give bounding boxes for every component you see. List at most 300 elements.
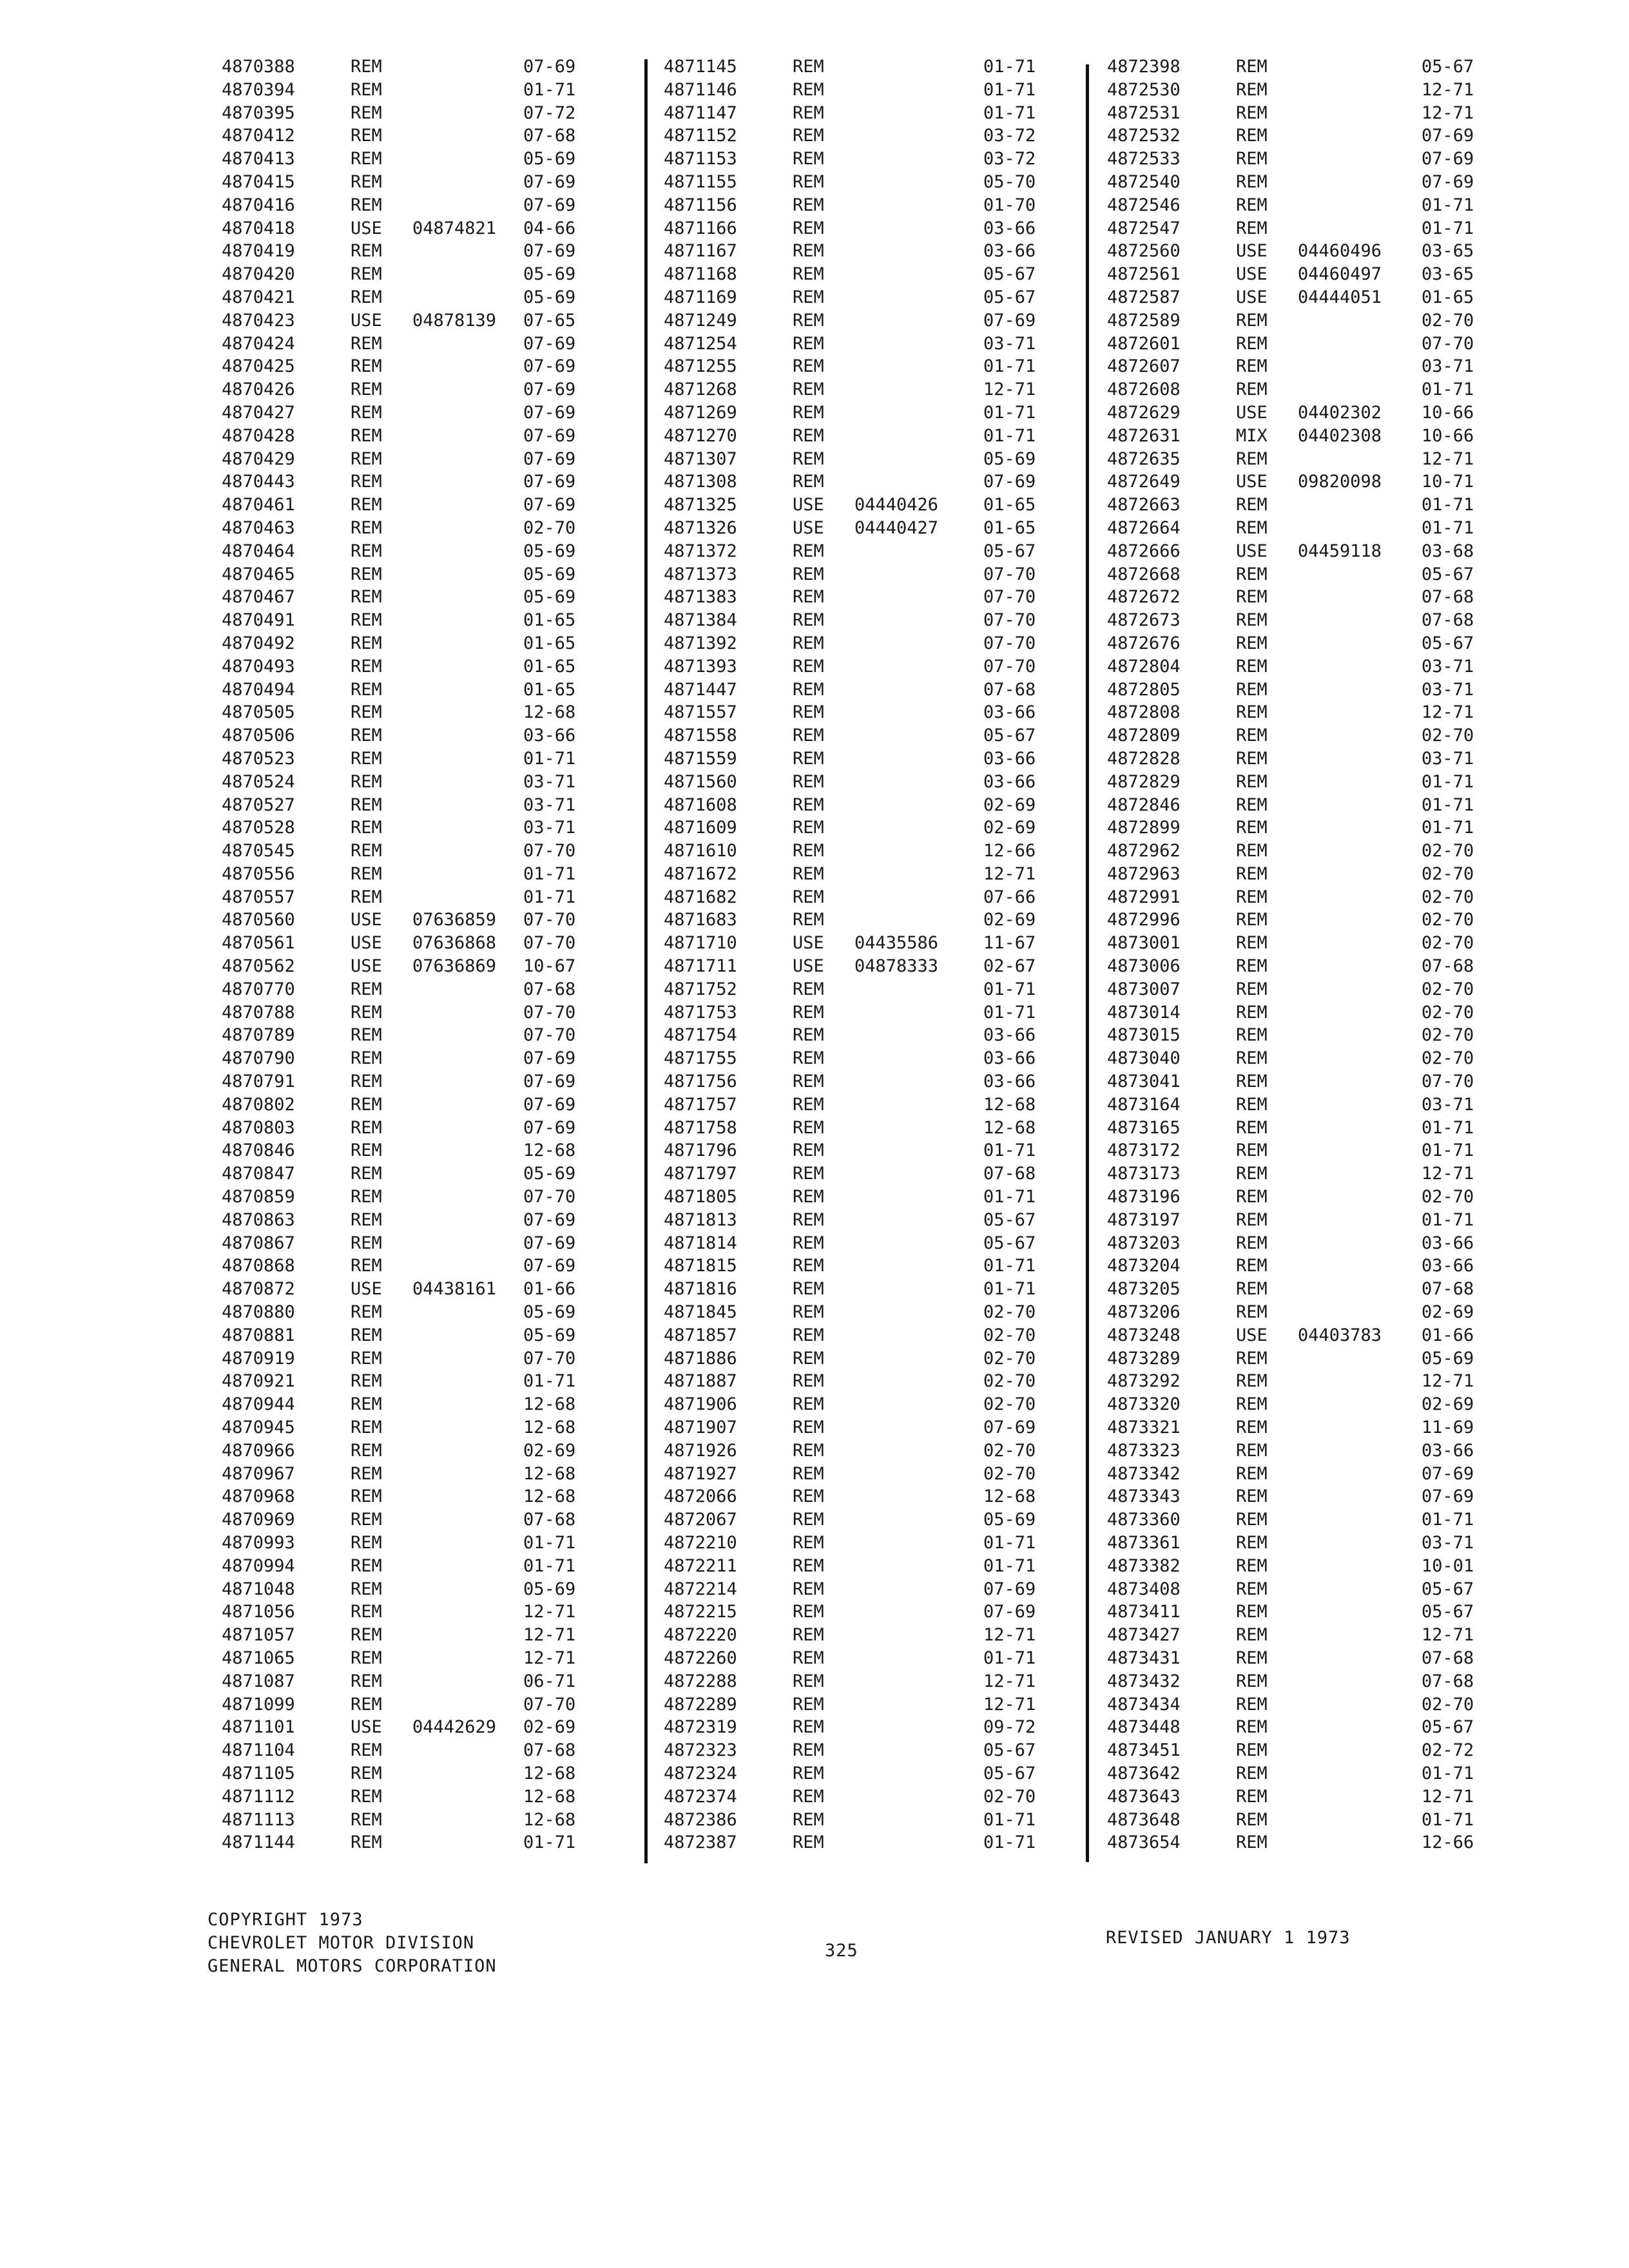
part-number: 4871048: [222, 1579, 295, 1599]
effective-date: 05-69: [983, 448, 1036, 469]
status-code: REM: [351, 726, 382, 746]
part-number: 4872828: [1107, 748, 1181, 769]
status-code: REM: [793, 1648, 824, 1668]
effective-date: 01-71: [983, 1187, 1036, 1207]
effective-date: 01-71: [1422, 1140, 1474, 1161]
effective-date: 01-71: [1422, 1510, 1474, 1530]
part-number: 4871372: [664, 541, 737, 561]
effective-date: 05-67: [983, 1763, 1036, 1783]
part-number: 4873408: [1107, 1579, 1181, 1599]
status-code: REM: [1236, 126, 1268, 146]
replacement-part-number: 09820098: [1298, 472, 1382, 492]
effective-date: 01-71: [983, 1832, 1036, 1853]
part-number: 4871104: [222, 1740, 295, 1761]
effective-date: 01-71: [523, 1555, 576, 1576]
part-number: 4871753: [664, 1002, 737, 1023]
part-number: 4871169: [664, 287, 737, 307]
status-code: REM: [793, 887, 824, 907]
part-number: 4871155: [664, 171, 737, 192]
part-number: 4873248: [1107, 1325, 1181, 1345]
effective-date: 07-70: [983, 564, 1036, 584]
part-number: 4871099: [222, 1694, 295, 1715]
part-number: 4872589: [1107, 310, 1181, 331]
replacement-part-number: 07636869: [412, 956, 497, 977]
part-number: 4871797: [664, 1164, 737, 1184]
effective-date: 03-71: [523, 771, 576, 792]
part-number: 4872323: [664, 1740, 737, 1761]
effective-date: 02-70: [1422, 979, 1474, 999]
effective-date: 12-71: [1422, 102, 1474, 123]
effective-date: 07-69: [983, 472, 1036, 492]
effective-date: 12-71: [1422, 79, 1474, 100]
effective-date: 12-68: [523, 1394, 576, 1415]
effective-date: 07-69: [523, 333, 576, 354]
part-number: 4872288: [664, 1671, 737, 1691]
part-number: 4870561: [222, 933, 295, 954]
effective-date: 02-70: [1422, 1025, 1474, 1046]
part-number: 4872996: [1107, 910, 1181, 930]
status-code: REM: [351, 656, 382, 677]
part-number: 4872991: [1107, 887, 1181, 907]
effective-date: 07-69: [983, 1418, 1036, 1438]
effective-date: 05-69: [523, 1579, 576, 1599]
effective-date: 01-71: [983, 1140, 1036, 1161]
part-number: 4871383: [664, 587, 737, 608]
status-code: REM: [793, 287, 824, 307]
part-number: 4873014: [1107, 1002, 1181, 1023]
part-number: 4870528: [222, 818, 295, 838]
status-code: USE: [1236, 241, 1268, 262]
part-number: 4870867: [222, 1233, 295, 1253]
status-code: REM: [351, 841, 382, 861]
part-number: 4871857: [664, 1325, 737, 1345]
effective-date: 03-71: [1422, 1533, 1474, 1553]
replacement-part-number: 04878333: [854, 956, 939, 977]
effective-date: 07-72: [523, 102, 576, 123]
replacement-part-number: 04402302: [1298, 402, 1382, 423]
effective-date: 02-72: [1422, 1740, 1474, 1761]
copyright-line: COPYRIGHT 1973: [207, 1910, 363, 1930]
status-code: REM: [793, 195, 824, 215]
part-number: 4870423: [222, 310, 295, 331]
part-number: 4873289: [1107, 1348, 1181, 1369]
effective-date: 07-68: [983, 1164, 1036, 1184]
status-code: REM: [351, 979, 382, 999]
status-code: REM: [351, 149, 382, 169]
effective-date: 07-68: [523, 1510, 576, 1530]
effective-date: 03-68: [1422, 541, 1474, 561]
part-number: 4870420: [222, 264, 295, 285]
part-number: 4872846: [1107, 794, 1181, 815]
effective-date: 12-71: [983, 380, 1036, 400]
effective-date: 03-65: [1422, 264, 1474, 285]
status-code: REM: [1236, 195, 1268, 215]
part-number: 4872829: [1107, 771, 1181, 792]
part-number: 4870921: [222, 1371, 295, 1392]
status-code: REM: [351, 1786, 382, 1807]
status-code: REM: [793, 218, 824, 238]
part-number: 4871816: [664, 1279, 737, 1300]
status-code: REM: [351, 472, 382, 492]
part-number: 4873427: [1107, 1625, 1181, 1646]
effective-date: 05-67: [983, 541, 1036, 561]
effective-date: 12-71: [983, 1671, 1036, 1691]
status-code: REM: [351, 1648, 382, 1668]
status-code: REM: [1236, 1763, 1268, 1783]
part-number: 4872804: [1107, 656, 1181, 677]
status-code: REM: [351, 126, 382, 146]
effective-date: 07-68: [523, 126, 576, 146]
corporation-line: GENERAL MOTORS CORPORATION: [207, 1956, 497, 1976]
status-code: USE: [1236, 1325, 1268, 1345]
status-code: REM: [793, 1094, 824, 1115]
part-number: 4872673: [1107, 610, 1181, 631]
status-code: USE: [1236, 402, 1268, 423]
part-number: 4871755: [664, 1048, 737, 1069]
status-code: REM: [793, 1117, 824, 1138]
status-code: REM: [793, 1002, 824, 1023]
effective-date: 03-66: [983, 1025, 1036, 1046]
effective-date: 09-72: [983, 1717, 1036, 1738]
effective-date: 12-68: [983, 1486, 1036, 1507]
part-number: 4871559: [664, 748, 737, 769]
part-number: 4870463: [222, 517, 295, 538]
part-number: 4871326: [664, 517, 737, 538]
status-code: USE: [1236, 287, 1268, 307]
replacement-part-number: 04440426: [854, 495, 939, 515]
part-number: 4873320: [1107, 1394, 1181, 1415]
part-number: 4872805: [1107, 679, 1181, 700]
effective-date: 01-71: [983, 57, 1036, 77]
part-number: 4870803: [222, 1117, 295, 1138]
replacement-part-number: 04460497: [1298, 264, 1382, 285]
status-code: REM: [793, 748, 824, 769]
status-code: REM: [793, 1510, 824, 1530]
status-code: REM: [793, 841, 824, 861]
status-code: REM: [351, 564, 382, 584]
status-code: REM: [351, 748, 382, 769]
effective-date: 01-71: [1422, 517, 1474, 538]
part-number: 4870872: [222, 1279, 295, 1300]
effective-date: 11-67: [983, 933, 1036, 954]
effective-date: 03-72: [983, 126, 1036, 146]
replacement-part-number: 04459118: [1298, 541, 1382, 561]
part-number: 4871153: [664, 149, 737, 169]
status-code: REM: [1236, 1602, 1268, 1622]
status-code: REM: [793, 1187, 824, 1207]
effective-date: 07-68: [1422, 1279, 1474, 1300]
effective-date: 01-65: [523, 656, 576, 677]
status-code: REM: [351, 1555, 382, 1576]
part-number: 4872387: [664, 1832, 737, 1853]
part-number: 4870491: [222, 610, 295, 631]
part-number: 4873323: [1107, 1440, 1181, 1461]
status-code: REM: [351, 1209, 382, 1230]
effective-date: 07-68: [1422, 610, 1474, 631]
part-number: 4873172: [1107, 1140, 1181, 1161]
part-number: 4872214: [664, 1579, 737, 1599]
status-code: REM: [793, 448, 824, 469]
part-number: 4871144: [222, 1832, 295, 1853]
part-number: 4870461: [222, 495, 295, 515]
effective-date: 01-71: [1422, 195, 1474, 215]
effective-date: 01-71: [523, 1832, 576, 1853]
status-code: REM: [1236, 1302, 1268, 1323]
part-number: 4870426: [222, 380, 295, 400]
effective-date: 07-70: [523, 1187, 576, 1207]
part-number: 4871557: [664, 702, 737, 723]
status-code: REM: [1236, 679, 1268, 700]
status-code: REM: [793, 1832, 824, 1853]
replacement-part-number: 04402308: [1298, 425, 1382, 446]
part-number: 4871757: [664, 1094, 737, 1115]
status-code: REM: [793, 1348, 824, 1369]
part-number: 4872809: [1107, 726, 1181, 746]
status-code: REM: [793, 102, 824, 123]
status-code: REM: [1236, 587, 1268, 608]
status-code: REM: [351, 610, 382, 631]
status-code: REM: [1236, 310, 1268, 331]
status-code: REM: [351, 1371, 382, 1392]
status-code: REM: [793, 149, 824, 169]
part-number: 4872530: [1107, 79, 1181, 100]
part-number: 4870789: [222, 1025, 295, 1046]
part-number: 4873015: [1107, 1025, 1181, 1046]
part-number: 4872963: [1107, 863, 1181, 884]
effective-date: 07-69: [1422, 1486, 1474, 1507]
effective-date: 03-71: [1422, 748, 1474, 769]
part-number: 4870560: [222, 910, 295, 930]
effective-date: 12-71: [1422, 1371, 1474, 1392]
part-number: 4871145: [664, 57, 737, 77]
effective-date: 02-70: [983, 1394, 1036, 1415]
status-code: REM: [793, 57, 824, 77]
status-code: REM: [1236, 495, 1268, 515]
part-number: 4873321: [1107, 1418, 1181, 1438]
part-number: 4870847: [222, 1164, 295, 1184]
effective-date: 03-66: [523, 726, 576, 746]
effective-date: 01-66: [523, 1279, 576, 1300]
part-number: 4873164: [1107, 1094, 1181, 1115]
effective-date: 05-69: [523, 1164, 576, 1184]
part-number: 4871255: [664, 356, 737, 377]
part-number: 4873360: [1107, 1510, 1181, 1530]
part-number: 4870868: [222, 1256, 295, 1276]
status-code: REM: [351, 195, 382, 215]
effective-date: 05-67: [983, 287, 1036, 307]
part-number: 4873006: [1107, 956, 1181, 977]
effective-date: 03-72: [983, 149, 1036, 169]
effective-date: 12-71: [1422, 1164, 1474, 1184]
status-code: REM: [1236, 1048, 1268, 1069]
part-number: 4872668: [1107, 564, 1181, 584]
status-code: REM: [793, 1694, 824, 1715]
effective-date: 01-71: [983, 1002, 1036, 1023]
effective-date: 05-69: [523, 264, 576, 285]
effective-date: 01-65: [523, 610, 576, 631]
part-number: 4873292: [1107, 1371, 1181, 1392]
part-number: 4871447: [664, 679, 737, 700]
effective-date: 07-69: [1422, 149, 1474, 169]
effective-date: 12-68: [983, 1117, 1036, 1138]
part-number: 4872398: [1107, 57, 1181, 77]
status-code: REM: [793, 818, 824, 838]
part-number: 4871756: [664, 1072, 737, 1092]
part-number: 4870945: [222, 1418, 295, 1438]
status-code: REM: [351, 1625, 382, 1646]
effective-date: 12-68: [983, 1094, 1036, 1115]
effective-date: 01-71: [983, 402, 1036, 423]
part-number: 4870443: [222, 472, 295, 492]
effective-date: 01-71: [983, 1809, 1036, 1830]
part-number: 4871608: [664, 794, 737, 815]
replacement-part-number: 04460496: [1298, 241, 1382, 262]
status-code: REM: [1236, 956, 1268, 977]
part-number: 4870919: [222, 1348, 295, 1369]
status-code: REM: [793, 264, 824, 285]
part-number: 4871384: [664, 610, 737, 631]
effective-date: 05-67: [1422, 1579, 1474, 1599]
status-code: REM: [793, 794, 824, 815]
effective-date: 01-71: [523, 79, 576, 100]
part-number: 4871146: [664, 79, 737, 100]
effective-date: 03-71: [1422, 656, 1474, 677]
effective-date: 02-70: [983, 1463, 1036, 1484]
status-code: REM: [793, 1763, 824, 1783]
status-code: REM: [793, 79, 824, 100]
effective-date: 05-69: [523, 587, 576, 608]
effective-date: 02-70: [1422, 863, 1474, 884]
effective-date: 03-71: [1422, 1094, 1474, 1115]
status-code: USE: [793, 495, 824, 515]
effective-date: 05-69: [983, 1510, 1036, 1530]
part-number: 4872629: [1107, 402, 1181, 423]
part-number: 4870416: [222, 195, 295, 215]
status-code: REM: [1236, 933, 1268, 954]
effective-date: 05-67: [983, 1209, 1036, 1230]
status-code: REM: [1236, 102, 1268, 123]
effective-date: 01-71: [983, 356, 1036, 377]
part-number: 4870429: [222, 448, 295, 469]
effective-date: 02-67: [983, 956, 1036, 977]
effective-date: 03-65: [1422, 241, 1474, 262]
effective-date: 01-65: [983, 495, 1036, 515]
status-code: REM: [351, 1187, 382, 1207]
effective-date: 01-71: [1422, 1209, 1474, 1230]
status-code: REM: [351, 264, 382, 285]
status-code: REM: [1236, 1233, 1268, 1253]
status-code: REM: [1236, 1510, 1268, 1530]
effective-date: 01-71: [983, 1279, 1036, 1300]
part-number: 4872532: [1107, 126, 1181, 146]
status-code: REM: [1236, 448, 1268, 469]
part-number: 4872561: [1107, 264, 1181, 285]
replacement-part-number: 07636859: [412, 910, 497, 930]
effective-date: 12-71: [523, 1648, 576, 1668]
part-number: 4871101: [222, 1717, 295, 1738]
status-code: REM: [1236, 794, 1268, 815]
part-number: 4871065: [222, 1648, 295, 1668]
status-code: USE: [1236, 472, 1268, 492]
part-number: 4870545: [222, 841, 295, 861]
status-code: REM: [351, 102, 382, 123]
status-code: REM: [793, 425, 824, 446]
part-number: 4873203: [1107, 1233, 1181, 1253]
status-code: REM: [1236, 1371, 1268, 1392]
part-number: 4873040: [1107, 1048, 1181, 1069]
effective-date: 03-71: [523, 818, 576, 838]
effective-date: 12-71: [523, 1602, 576, 1622]
status-code: REM: [1236, 818, 1268, 838]
status-code: REM: [351, 679, 382, 700]
effective-date: 07-70: [523, 1348, 576, 1369]
effective-date: 06-71: [523, 1671, 576, 1691]
status-code: REM: [793, 1786, 824, 1807]
part-number: 4870424: [222, 333, 295, 354]
effective-date: 03-66: [1422, 1233, 1474, 1253]
status-code: REM: [1236, 79, 1268, 100]
part-number: 4872531: [1107, 102, 1181, 123]
effective-date: 07-69: [1422, 171, 1474, 192]
effective-date: 01-71: [1422, 1809, 1474, 1830]
effective-date: 07-68: [1422, 956, 1474, 977]
part-number: 4871308: [664, 472, 737, 492]
effective-date: 02-70: [983, 1371, 1036, 1392]
effective-date: 01-71: [1422, 794, 1474, 815]
effective-date: 05-67: [983, 264, 1036, 285]
status-code: REM: [793, 1302, 824, 1323]
status-code: REM: [1236, 726, 1268, 746]
part-number: 4873205: [1107, 1279, 1181, 1300]
status-code: REM: [351, 1117, 382, 1138]
effective-date: 01-71: [523, 887, 576, 907]
status-code: REM: [1236, 1117, 1268, 1138]
effective-date: 03-66: [1422, 1256, 1474, 1276]
status-code: REM: [793, 1279, 824, 1300]
status-code: REM: [1236, 702, 1268, 723]
effective-date: 02-69: [523, 1717, 576, 1738]
effective-date: 03-66: [983, 771, 1036, 792]
status-code: REM: [351, 1579, 382, 1599]
part-number: 4872066: [664, 1486, 737, 1507]
part-number: 4871392: [664, 633, 737, 653]
status-code: REM: [351, 541, 382, 561]
effective-date: 02-69: [523, 1440, 576, 1461]
effective-date: 01-71: [1422, 380, 1474, 400]
status-code: REM: [793, 241, 824, 262]
status-code: MIX: [1236, 425, 1268, 446]
effective-date: 01-71: [523, 1533, 576, 1553]
replacement-part-number: 04435586: [854, 933, 939, 954]
part-number: 4871113: [222, 1809, 295, 1830]
part-number: 4871813: [664, 1209, 737, 1230]
status-code: REM: [793, 633, 824, 653]
part-number: 4870969: [222, 1510, 295, 1530]
status-code: REM: [793, 1809, 824, 1830]
effective-date: 01-66: [1422, 1325, 1474, 1345]
part-number: 4871249: [664, 310, 737, 331]
status-code: REM: [351, 425, 382, 446]
status-code: REM: [351, 171, 382, 192]
status-code: USE: [351, 956, 382, 977]
effective-date: 05-69: [523, 1325, 576, 1345]
effective-date: 01-71: [523, 1371, 576, 1392]
status-code: REM: [793, 679, 824, 700]
status-code: REM: [351, 495, 382, 515]
effective-date: 07-68: [523, 979, 576, 999]
effective-date: 02-70: [983, 1786, 1036, 1807]
part-number: 4872663: [1107, 495, 1181, 515]
